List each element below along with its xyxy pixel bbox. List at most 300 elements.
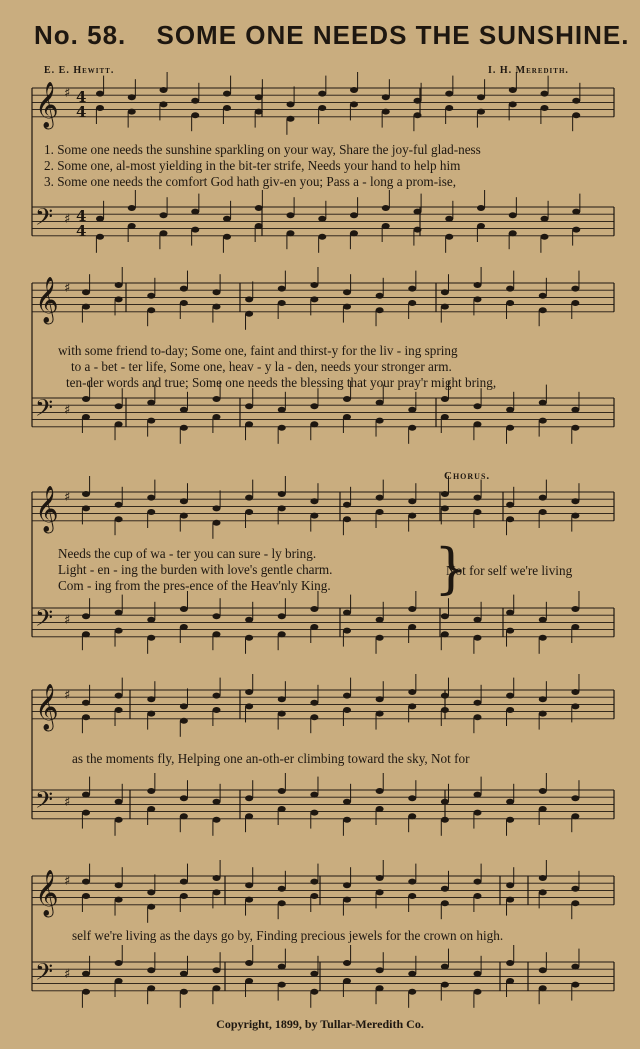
bar-lines (32, 88, 614, 991)
chorus-label: Chorus. (444, 470, 491, 482)
note-head (506, 516, 514, 522)
note-head (506, 897, 514, 903)
note-head (213, 889, 221, 895)
note-head (278, 613, 286, 619)
note-head (539, 696, 547, 702)
note-head (343, 396, 351, 402)
chorus-line1: as the moments fly, Helping one an-oth-er climbing toward the sky, Not for (72, 751, 470, 766)
note-head (278, 505, 286, 511)
note-head (213, 799, 221, 805)
note-head (147, 635, 155, 641)
note-head (441, 900, 449, 906)
verse1-line3: Needs the cup of wa - ter you can sure - ly bring. (58, 546, 317, 561)
note-head (506, 502, 514, 508)
note-head (160, 87, 168, 93)
note-head (115, 799, 123, 805)
note-head (539, 806, 547, 812)
note-head (477, 205, 485, 211)
note-head (128, 205, 136, 211)
note-head (408, 624, 416, 630)
note-head (245, 403, 253, 409)
key-signature-sharp: ♯ (64, 212, 71, 227)
note-head (278, 300, 286, 306)
note-head (147, 293, 155, 299)
key-signature-sharp: ♯ (64, 688, 71, 703)
note-head (572, 227, 580, 233)
verse1-line2: with some friend to-day; Some one, faint and thirst-y for the liv - ing spring (58, 343, 458, 358)
note-head (350, 101, 358, 107)
note-head (441, 289, 449, 295)
note-head (180, 813, 188, 819)
note-head (115, 421, 123, 427)
note-head (255, 94, 263, 100)
note-head (180, 300, 188, 306)
note-head (474, 296, 482, 302)
note-head (474, 282, 482, 288)
clefs (35, 82, 86, 991)
note-head (408, 407, 416, 413)
note-head (539, 711, 547, 717)
note-head (278, 425, 286, 431)
note-head (245, 689, 253, 695)
note-head (376, 696, 384, 702)
note-head (350, 230, 358, 236)
note-head (376, 418, 384, 424)
note-head (477, 94, 485, 100)
bass-clef: 𝄢 (35, 203, 54, 236)
note-head (310, 893, 318, 899)
note-head (310, 498, 318, 504)
note-head (343, 304, 351, 310)
note-head (376, 400, 384, 406)
note-head (213, 396, 221, 402)
note-head (287, 212, 295, 218)
note-head (213, 289, 221, 295)
note-head (474, 495, 482, 501)
note-head (128, 94, 136, 100)
note-head (310, 606, 318, 612)
note-head (350, 212, 358, 218)
note-head (147, 711, 155, 717)
note-head (278, 982, 286, 988)
note-head (278, 964, 286, 970)
bass-clef: 𝄢 (35, 786, 54, 819)
verse3-line1: 3. Some one needs the comfort God hath giv-en you; Pass a - long a prom-ise, (44, 174, 457, 189)
note-head (147, 307, 155, 313)
note-head (96, 234, 104, 240)
note-head (147, 696, 155, 702)
note-head (180, 971, 188, 977)
note-head (441, 505, 449, 511)
note-head (310, 989, 318, 995)
note-head (223, 234, 231, 240)
note-head (115, 403, 123, 409)
note-head (180, 893, 188, 899)
note-head (96, 105, 104, 111)
note-head (376, 307, 384, 313)
note-head (408, 971, 416, 977)
note-head (474, 700, 482, 706)
note-head (278, 286, 286, 292)
note-head (82, 971, 90, 977)
note-head (376, 788, 384, 794)
note-head (445, 91, 453, 97)
note-head (191, 227, 199, 233)
note-head (310, 810, 318, 816)
note-head (408, 425, 416, 431)
note-head (343, 516, 351, 522)
note-head (571, 513, 579, 519)
note-head (310, 513, 318, 519)
note-head (445, 105, 453, 111)
note-head (310, 421, 318, 427)
note-head (539, 495, 547, 501)
note-head (82, 810, 90, 816)
note-head (571, 407, 579, 413)
note-head (441, 886, 449, 892)
note-head (571, 886, 579, 892)
note-head (506, 300, 514, 306)
note-head (310, 624, 318, 630)
note-head (509, 212, 517, 218)
note-head (310, 403, 318, 409)
note-head (82, 893, 90, 899)
note-head (571, 964, 579, 970)
note-head (128, 223, 136, 229)
verse2-line3: Light - en - ing the burden with love's gentle charm. (58, 562, 333, 577)
note-head (539, 788, 547, 794)
note-head (147, 806, 155, 812)
note-head (474, 714, 482, 720)
note-head (343, 289, 351, 295)
note-head (213, 505, 221, 511)
note-head (571, 606, 579, 612)
note-head (541, 91, 549, 97)
note-head (506, 882, 514, 888)
note-head (441, 414, 449, 420)
note-head (278, 407, 286, 413)
note-head (160, 230, 168, 236)
note-head (506, 610, 514, 616)
note-head (506, 628, 514, 634)
note-head (160, 212, 168, 218)
note-head (310, 879, 318, 885)
note-head (115, 296, 123, 302)
note-head (506, 817, 514, 823)
note-head (245, 813, 253, 819)
note-head (180, 718, 188, 724)
note-head (441, 707, 449, 713)
note-head (310, 282, 318, 288)
note-head (318, 91, 326, 97)
note-head (318, 234, 326, 240)
note-head (115, 282, 123, 288)
note-head (474, 792, 482, 798)
verse3-line3: Com - ing from the pres-ence of the Heav'nly King. (58, 578, 331, 593)
note-head (408, 513, 416, 519)
note-head (115, 817, 123, 823)
note-head (115, 882, 123, 888)
note-head (414, 227, 422, 233)
key-signature-sharp: ♯ (64, 86, 71, 101)
note-head (382, 94, 390, 100)
note-head (441, 964, 449, 970)
note-head (245, 311, 253, 317)
note-head (115, 693, 123, 699)
note-head (343, 960, 351, 966)
note-head (408, 795, 416, 801)
note-head (245, 978, 253, 984)
chorus-line2: self we're living as the days go by, Finding precious jewels for the crown on high. (72, 928, 504, 943)
note-head (441, 817, 449, 823)
note-head (82, 396, 90, 402)
note-head (343, 707, 351, 713)
note-head (506, 707, 514, 713)
note-head (310, 296, 318, 302)
note-head (539, 875, 547, 881)
note-head (539, 307, 547, 313)
note-head (318, 216, 326, 222)
note-head (376, 293, 384, 299)
note-head (445, 234, 453, 240)
note-head (213, 304, 221, 310)
note-head (376, 509, 384, 515)
note-head (506, 978, 514, 984)
note-head (376, 806, 384, 812)
note-head (539, 418, 547, 424)
note-head (147, 889, 155, 895)
key-signature-sharp: ♯ (64, 490, 71, 505)
note-head (82, 304, 90, 310)
note-head (506, 286, 514, 292)
note-head (474, 989, 482, 995)
note-head (180, 407, 188, 413)
note-head (245, 421, 253, 427)
note-head (115, 897, 123, 903)
note-head (441, 631, 449, 637)
note-head (287, 230, 295, 236)
note-head (287, 116, 295, 122)
note-head (474, 893, 482, 899)
note-head (278, 491, 286, 497)
note-head (539, 400, 547, 406)
note-head (474, 403, 482, 409)
note-head (539, 509, 547, 515)
note-head (147, 495, 155, 501)
note-head (255, 205, 263, 211)
treble-clef: 𝄞 (35, 684, 59, 730)
note-head (82, 879, 90, 885)
chorus-start-lyric: Not for self we're living (446, 563, 573, 578)
note-head (509, 87, 517, 93)
note-head (539, 967, 547, 973)
note-head (441, 396, 449, 402)
note-head (245, 795, 253, 801)
note-head (213, 707, 221, 713)
copyright-notice: Copyright, 1899, by Tullar-Meredith Co. (216, 1017, 424, 1031)
treble-clef: 𝄞 (35, 870, 59, 916)
note-head (255, 109, 263, 115)
note-head (213, 967, 221, 973)
note-head (441, 693, 449, 699)
note-head (213, 985, 221, 991)
time-signature: 4 (76, 207, 87, 225)
note-head (223, 105, 231, 111)
treble-clef: 𝄞 (35, 82, 59, 128)
note-head (571, 900, 579, 906)
note-head (245, 495, 253, 501)
note-head (474, 421, 482, 427)
note-head (376, 889, 384, 895)
note-head (96, 216, 104, 222)
note-head (376, 967, 384, 973)
note-head (382, 223, 390, 229)
note-head (245, 617, 253, 623)
note-head (115, 960, 123, 966)
note-head (180, 989, 188, 995)
note-head (213, 613, 221, 619)
verse3-line2: ten-der words and true; Some one needs the blessing that your pray'r might bring, (66, 375, 497, 390)
note-head (180, 425, 188, 431)
note-head (408, 300, 416, 306)
bass-clef: 𝄢 (35, 604, 54, 637)
note-head (147, 400, 155, 406)
note-head (180, 795, 188, 801)
note-head (343, 799, 351, 805)
note-head (160, 101, 168, 107)
note-head (82, 714, 90, 720)
note-head (147, 509, 155, 515)
note-head (180, 879, 188, 885)
note-head (408, 893, 416, 899)
time-signature: 4 (76, 88, 87, 106)
note-head (441, 982, 449, 988)
note-head (571, 300, 579, 306)
note-head (245, 296, 253, 302)
note-head (541, 234, 549, 240)
note-head (509, 230, 517, 236)
note-head (539, 889, 547, 895)
note-head (245, 882, 253, 888)
note-head (318, 105, 326, 111)
note-head (441, 491, 449, 497)
note-head (506, 799, 514, 805)
note-head (96, 91, 104, 97)
note-head (572, 112, 580, 118)
key-signature-sharp: ♯ (64, 874, 71, 889)
composer-credit: I. H. Meredith. (488, 65, 569, 76)
note-head (441, 613, 449, 619)
note-head (115, 707, 123, 713)
note-head (414, 98, 422, 104)
note-head (278, 900, 286, 906)
note-head (278, 788, 286, 794)
hymn-number: No. 58. (34, 20, 127, 50)
note-head (408, 703, 416, 709)
verse2-line1: 2. Some one, al-most yielding in the bit-ter strife, Needs your hand to help him (44, 158, 461, 173)
note-head (343, 628, 351, 634)
note-head (343, 502, 351, 508)
note-head (474, 617, 482, 623)
note-head (191, 209, 199, 215)
note-head (147, 967, 155, 973)
note-head (180, 498, 188, 504)
note-head (376, 711, 384, 717)
note-head (408, 879, 416, 885)
note-head (310, 971, 318, 977)
note-head (115, 502, 123, 508)
bass-clef: 𝄢 (35, 394, 54, 427)
note-head (278, 886, 286, 892)
note-head (245, 635, 253, 641)
note-head (82, 505, 90, 511)
note-head (571, 813, 579, 819)
note-head (255, 223, 263, 229)
note-head (343, 897, 351, 903)
note-head (245, 897, 253, 903)
note-head (350, 87, 358, 93)
note-head (82, 613, 90, 619)
note-head (414, 112, 422, 118)
note-head (343, 693, 351, 699)
note-head (180, 624, 188, 630)
note-head (245, 960, 253, 966)
note-head (506, 425, 514, 431)
note-head (539, 635, 547, 641)
key-signature-sharp: ♯ (64, 613, 71, 628)
verse-brace: } (434, 537, 469, 600)
note-head (278, 711, 286, 717)
note-head (213, 693, 221, 699)
note-head (477, 109, 485, 115)
note-head (571, 795, 579, 801)
note-head (445, 216, 453, 222)
note-head (147, 985, 155, 991)
note-head (278, 806, 286, 812)
note-head (376, 985, 384, 991)
note-head (213, 631, 221, 637)
note-head (382, 205, 390, 211)
note-head (408, 498, 416, 504)
note-head (245, 509, 253, 515)
verse2-line2: to a - bet - ter life, Some one, heav - y la - den, needs your stronger arm. (71, 359, 452, 374)
note-head (408, 813, 416, 819)
note-head (223, 216, 231, 222)
note-head (82, 491, 90, 497)
note-head (506, 960, 514, 966)
note-head (474, 879, 482, 885)
note-head (506, 407, 514, 413)
time-signature: 4 (76, 103, 87, 121)
note-head (223, 91, 231, 97)
note-head (115, 516, 123, 522)
note-head (376, 617, 384, 623)
note-head (115, 610, 123, 616)
note-head (414, 209, 422, 215)
note-head (571, 286, 579, 292)
treble-clef: 𝄞 (35, 277, 59, 323)
note-head (82, 700, 90, 706)
note-head (147, 418, 155, 424)
note-head (541, 105, 549, 111)
key-signature-sharp: ♯ (64, 967, 71, 982)
note-head (474, 971, 482, 977)
key-signature-sharp: ♯ (64, 281, 71, 296)
note-head (128, 109, 136, 115)
note-head (310, 792, 318, 798)
note-head (343, 978, 351, 984)
note-head (82, 989, 90, 995)
